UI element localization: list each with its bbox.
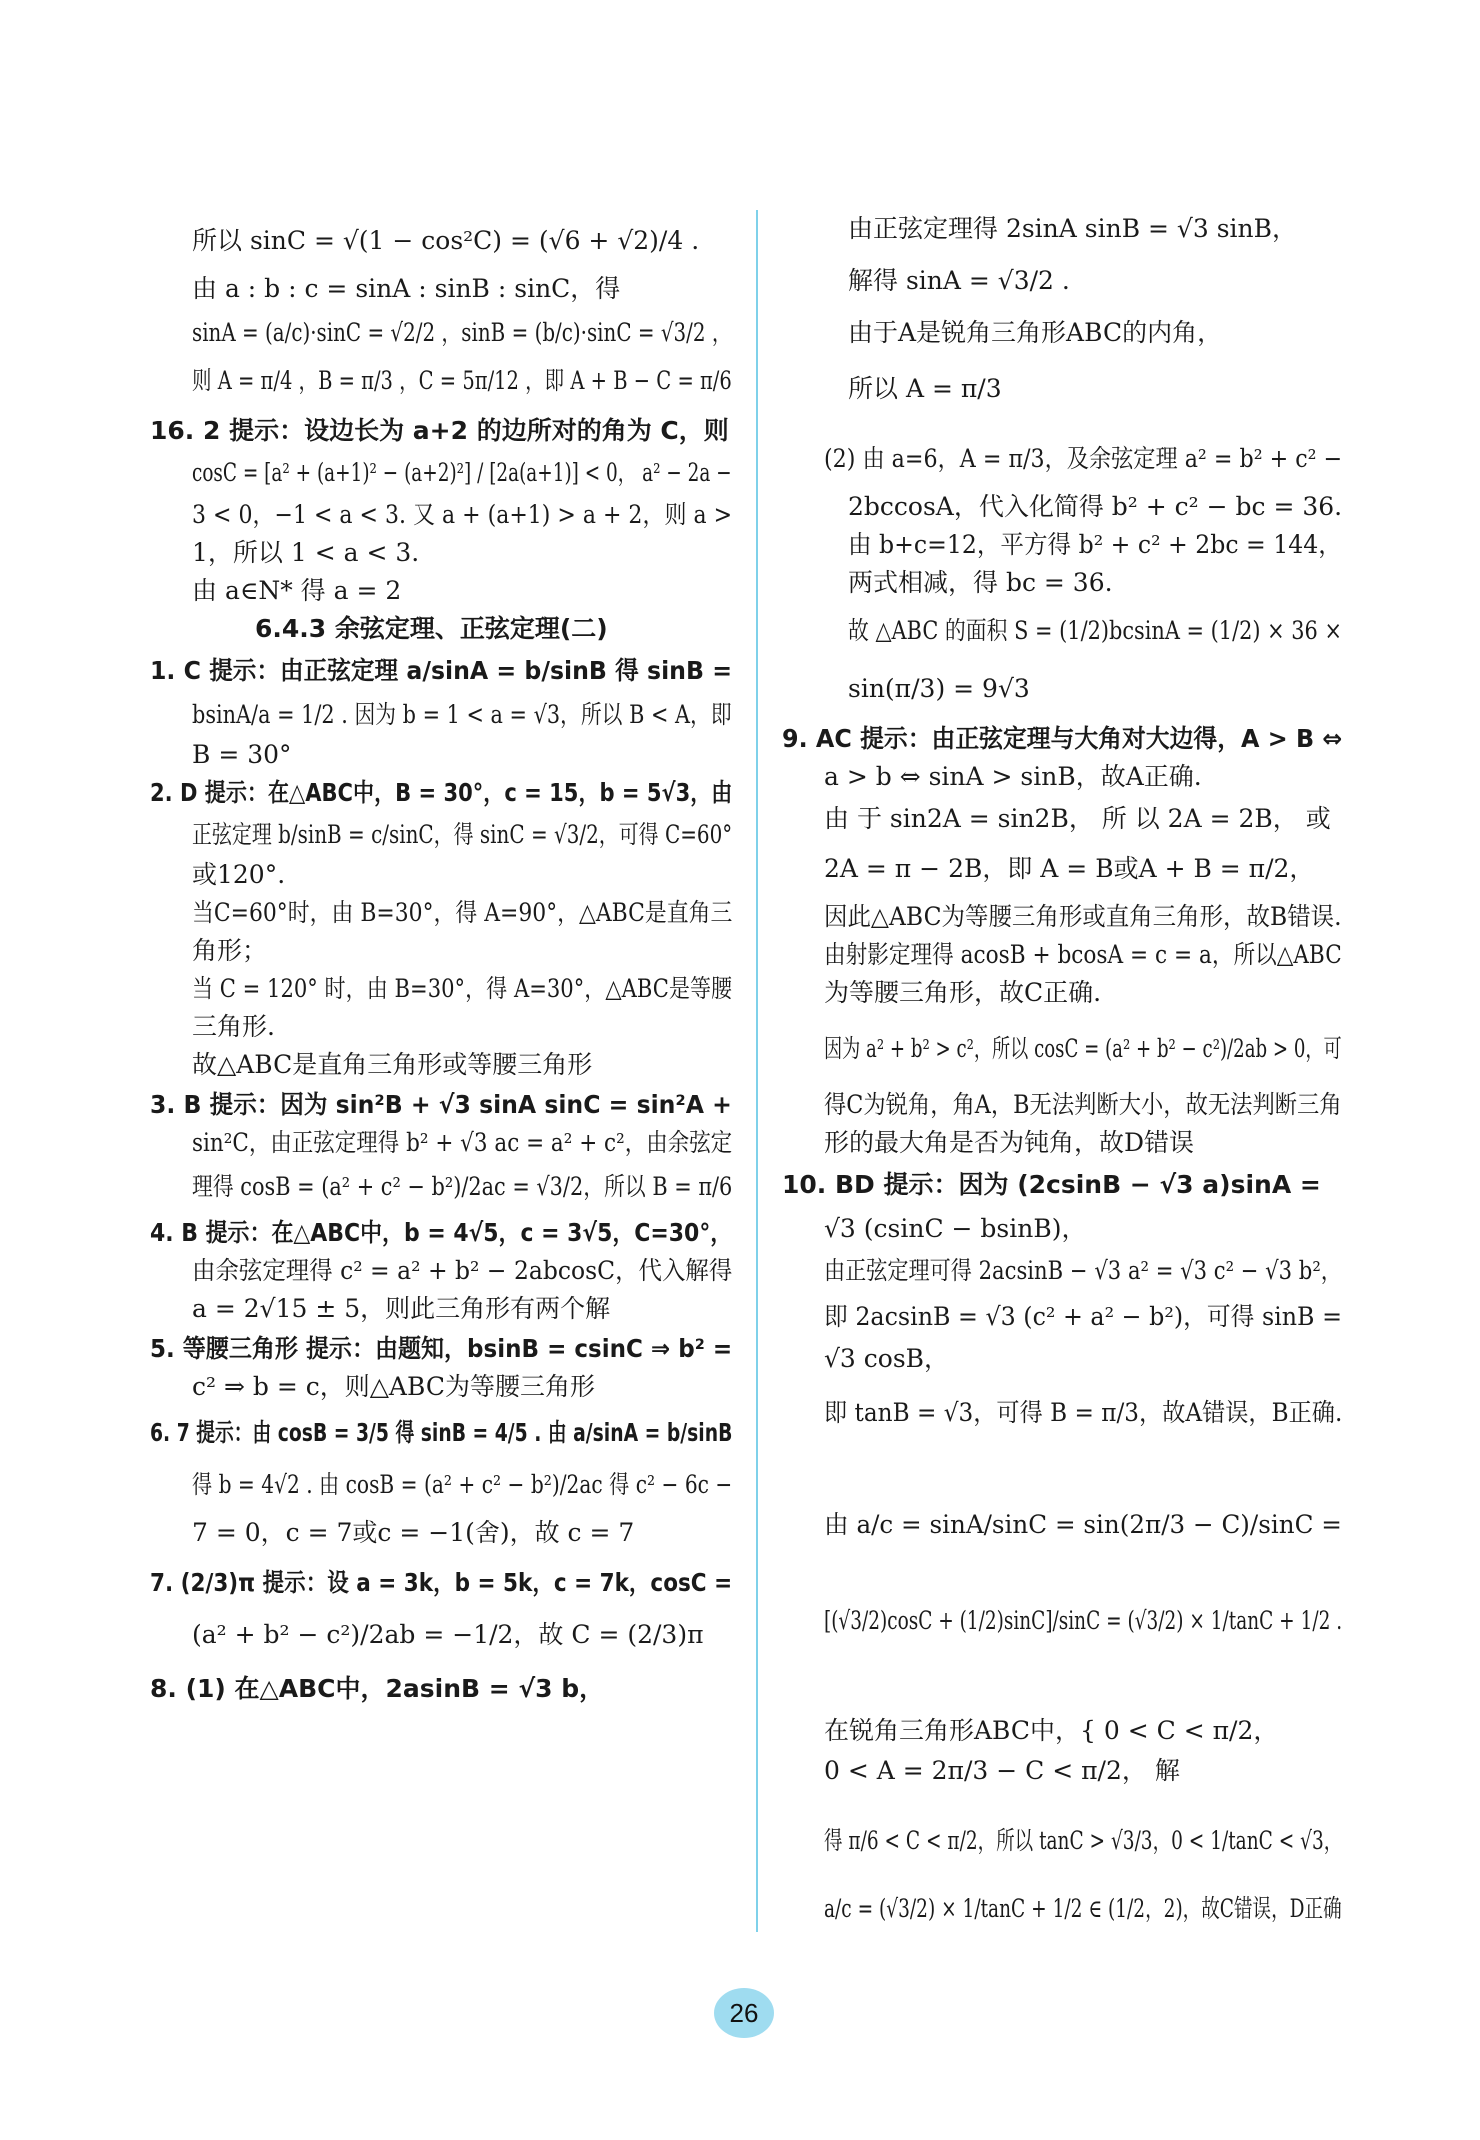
answer-6: 6. 7 提示：由 cosB = 3/5 得 sinB = 4/5 . 由 a/sinA = b/sinB	[150, 1418, 733, 1447]
answer-16: 16. 2 提示：设边长为 a+2 的边所对的角为 C，则	[150, 416, 729, 445]
answer-4: 4. B 提示：在△ABC中，b = 4√5，c = 3√5，C=30°，	[150, 1218, 733, 1247]
text-line: 7 = 0，c = 7或c = −1(舍)，故 c = 7	[192, 1518, 635, 1547]
section-heading: 6.4.3 余弦定理、正弦定理(二)	[255, 614, 608, 643]
text-line: 1，所以 1 < a < 3.	[192, 538, 420, 567]
page-number: 26	[714, 1988, 774, 2038]
answer-3: 3. B 提示：因为 sin²B + √3 sinA sinC = sin²A +	[150, 1090, 732, 1119]
text-line: 则 A = π/4 ，B = π/3 ，C = 5π/12 ，即 A + B − C = π/6	[192, 366, 732, 395]
text-line: bsinA/a = 1/2 . 因为 b = 1 < a = √3，所以 B < A，即	[192, 700, 732, 729]
answer-7: 7. (2/3)π 提示：设 a = 3k，b = 5k，c = 7k，cosC =	[150, 1568, 733, 1597]
text-line: 由 于 sin2A = sin2B， 所 以 2A = 2B， 或	[824, 804, 1331, 833]
text-line: (a² + b² − c²)/2ab = −1/2，故 C = (2/3)π	[192, 1620, 704, 1649]
answer-1: 1. C 提示：由正弦定理 a/sinA = b/sinB 得 sinB =	[150, 656, 732, 685]
text-line: 两式相减，得 bc = 36.	[848, 568, 1113, 597]
text-line: 角形；	[192, 936, 268, 965]
answer-10: 10. BD 提示：因为 (2csinB − √3 a)sinA =	[782, 1170, 1321, 1199]
text-line: 由于A是锐角三角形ABC的内角，	[848, 318, 1223, 347]
text-line: 故 △ABC 的面积 S = (1/2)bcsinA = (1/2) × 36 ×	[848, 616, 1342, 645]
text-line: 由 b+c=12，平方得 b² + c² + 2bc = 144，	[848, 530, 1342, 559]
text-line: sin(π/3) = 9√3	[848, 674, 1030, 703]
text-line: 由 a : b : c = sinA : sinB : sinC，得	[192, 274, 621, 303]
text-line: cosC = [a² + (a+1)² − (a+2)²] / [2a(a+1)] < 0， a² − 2a −	[192, 458, 732, 487]
text-line: 2bccosA，代入化简得 b² + c² − bc = 36.	[848, 492, 1343, 521]
text-line: 所以 sinC = √(1 − cos²C) = (√6 + √2)/4 .	[192, 226, 700, 255]
text-line: 得 b = 4√2 . 由 cosB = (a² + c² − b²)/2ac 得 c² − 6c −	[192, 1470, 733, 1499]
text-line: 由正弦定理得 2sinA sinB = √3 sinB，	[848, 214, 1297, 243]
text-line: 由 a/c = sinA/sinC = sin(2π/3 − C)/sinC =	[824, 1510, 1342, 1539]
text-line: 在锐角三角形ABC中，{ 0 < C < π/2，	[824, 1716, 1279, 1745]
answer-9: 9. AC 提示：由正弦定理与大角对大边得，A > B ⇔	[782, 724, 1343, 753]
text-line: c² ⇒ b = c，则△ABC为等腰三角形	[192, 1372, 595, 1401]
text-line: 0 < A = 2π/3 − C < π/2， 解	[824, 1756, 1180, 1785]
text-line: 即 tanB = √3，可得 B = π/3，故A错误，B正确.	[824, 1398, 1343, 1427]
text-line: [(√3/2)cosC + (1/2)sinC]/sinC = (√3/2) × 1/tanC + 1/2 .	[824, 1606, 1343, 1635]
text-line: √3 cosB，	[824, 1344, 950, 1373]
text-line: 故△ABC是直角三角形或等腰三角形	[192, 1050, 593, 1079]
text-line: √3 (csinC − bsinB)，	[824, 1214, 1087, 1243]
text-line: 当C=60°时，由 B=30°，得 A=90°，△ABC是直角三	[192, 898, 733, 927]
text-line: 为等腰三角形，故C正确.	[824, 978, 1102, 1007]
text-line: 解得 sinA = √3/2 .	[848, 266, 1070, 295]
text-line: 正弦定理 b/sinB = c/sinC，得 sinC = √3/2，可得 C=60°	[192, 820, 733, 849]
text-line: 2A = π − 2B，即 A = B或A + B = π/2，	[824, 854, 1315, 883]
column-divider	[756, 210, 758, 1932]
answer-8: 8. (1) 在△ABC中，2asinB = √3 b，	[150, 1674, 605, 1703]
text-line: 得 π/6 < C < π/2，所以 tanC > √3/3，0 < 1/tanC < √3，	[824, 1826, 1343, 1855]
text-line: 即 2acsinB = √3 (c² + a² − b²)，可得 sinB =	[824, 1302, 1342, 1331]
text-line: 由射影定理得 acosB + bcosA = c = a，所以△ABC	[824, 940, 1342, 969]
text-line: 理得 cosB = (a² + c² − b²)/2ac = √3/2，所以 B = π/6	[192, 1172, 733, 1201]
text-line: B = 30°	[192, 740, 292, 769]
text-line: a/c = (√3/2) × 1/tanC + 1/2 ∈ (1/2，2)，故C错误，D正确	[824, 1894, 1342, 1923]
text-line: 或120°.	[192, 860, 286, 889]
text-line: 由余弦定理得 c² = a² + b² − 2abcosC，代入解得	[192, 1256, 733, 1285]
text-line: 由正弦定理可得 2acsinB − √3 a² = √3 c² − √3 b²，	[824, 1256, 1342, 1285]
text-line: 因此△ABC为等腰三角形或直角三角形，故B错误.	[824, 902, 1342, 931]
text-line: sinA = (a/c)·sinC = √2/2 ，sinB = (b/c)·sinC = √3/2 ，	[192, 318, 732, 347]
text-line: 由 a∈N* 得 a = 2	[192, 576, 402, 605]
text-line: 三角形.	[192, 1012, 275, 1041]
text-line: (2) 由 a=6，A = π/3，及余弦定理 a² = b² + c² −	[824, 444, 1343, 473]
text-line: 所以 A = π/3	[848, 374, 1002, 403]
text-line: a = 2√15 ± 5，则此三角形有两个解	[192, 1294, 611, 1323]
text-line: 当 C = 120° 时，由 B=30°，得 A=30°，△ABC是等腰	[192, 974, 733, 1003]
text-line: 得C为锐角，角A，B无法判断大小，故无法判断三角	[824, 1090, 1342, 1119]
answer-5: 5. 等腰三角形 提示：由题知，bsinB = csinC ⇒ b² =	[150, 1334, 733, 1363]
text-line: 形的最大角是否为钝角，故D错误	[824, 1128, 1195, 1157]
text-line: a > b ⇔ sinA > sinB，故A正确.	[824, 762, 1202, 791]
text-line: sin²C，由正弦定理得 b² + √3 ac = a² + c²，由余弦定	[192, 1128, 733, 1157]
answer-2: 2. D 提示：在△ABC中，B = 30°，c = 15，b = 5√3，由	[150, 778, 733, 807]
text-line: 3 < 0，−1 < a < 3. 又 a + (a+1) > a + 2，则 a >	[192, 500, 733, 529]
text-line: 因为 a² + b² > c²，所以 cosC = (a² + b² − c²)/2ab > 0，可	[824, 1034, 1342, 1063]
